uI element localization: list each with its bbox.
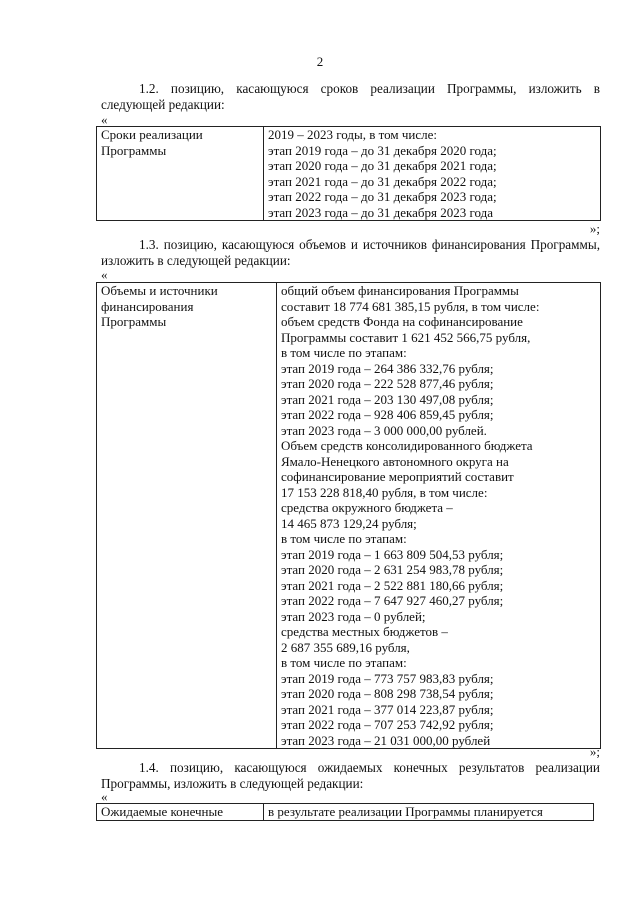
value-line: средства местных бюджетов –: [281, 624, 448, 639]
section-1-3-table: [96, 282, 601, 749]
section-1-3-close-quote: »;: [589, 744, 600, 759]
section-1-3-intro-text: 1.3. позицию, касающуюся объемов и источников финансирования Программы, изложить в следующей редакции:: [101, 237, 600, 268]
value-line: этап 2023 года – 0 рублей;: [281, 608, 426, 624]
value-line: этап 2023 года – 3 000 000,00 рублей.: [281, 422, 487, 438]
value-line: Объем средств консолидированного бюджета: [281, 438, 533, 453]
value-line: этап 2020 года – до 31 декабря 2021 года;: [268, 158, 497, 173]
value-line: этап 2020 года – 2 631 254 983,78 рубля;: [281, 562, 504, 577]
label-line: Программы: [101, 142, 167, 158]
value-line: этап 2019 года – 264 386 332,76 рубля;: [281, 360, 494, 376]
table-row: [97, 804, 594, 821]
value-line: этап 2022 года – до 31 декабря 2023 года;: [268, 189, 497, 204]
section-1-4-intro-text: 1.4. позицию, касающуюся ожидаемых конечных результатов реализации Программы, изложить в следующей редакции:: [101, 760, 600, 791]
section-1-4-value-cell: [264, 804, 594, 821]
label-line: Ожидаемые конечные: [101, 804, 224, 819]
section-1-2-label-cell: [97, 127, 264, 221]
section-1-3-intro: [101, 237, 600, 269]
value-line: средства окружного бюджета –: [281, 500, 453, 515]
section-1-2-open-quote: «: [101, 112, 108, 127]
section-1-4-label-cell: [97, 804, 264, 821]
value-line: Ямало-Ненецкого автономного округа на: [281, 453, 509, 469]
value-line: этап 2023 года – до 31 декабря 2023 года: [268, 204, 493, 220]
value-line: в том числе по этапам:: [281, 345, 407, 360]
section-1-3-value-cell: [277, 283, 601, 749]
value-line: в том числе по этапам:: [281, 531, 407, 546]
value-line: 14 465 873 129,24 рубля;: [281, 515, 417, 531]
value-line: этап 2023 года – 21 031 000,00 рублей: [281, 732, 491, 748]
value-line: 2 687 355 689,16 рубля,: [281, 639, 410, 655]
value-line: этап 2021 года – 203 130 497,08 рубля;: [281, 391, 494, 407]
value-line: в том числе по этапам:: [281, 655, 407, 670]
label-line: Объемы и источники: [101, 283, 218, 298]
value-line: составит 18 774 681 385,15 рубля, в том числе:: [281, 298, 540, 314]
value-line: в результате реализации Программы планируется: [268, 804, 543, 819]
table-row: [97, 283, 601, 749]
value-line: объем средств Фонда на софинансирование: [281, 314, 523, 329]
value-line: этап 2022 года – 928 406 859,45 рубля;: [281, 407, 494, 422]
page-number: 2: [316, 54, 324, 69]
section-1-3-label-cell: [97, 283, 277, 749]
section-1-4-open-quote: «: [101, 789, 108, 804]
value-line: этап 2019 года – 773 757 983,83 рубля;: [281, 670, 494, 686]
value-line: этап 2019 года – 1 663 809 504,53 рубля;: [281, 546, 504, 562]
section-1-2-intro-text: 1.2. позицию, касающуюся сроков реализации Программы, изложить в следующей редакции:: [101, 81, 600, 112]
table-row: [97, 127, 601, 221]
value-line: этап 2021 года – 2 522 881 180,66 рубля;: [281, 577, 504, 593]
value-line: общий объем финансирования Программы: [281, 283, 519, 298]
value-line: этап 2019 года – до 31 декабря 2020 года;: [268, 142, 497, 158]
section-1-4-intro: [101, 760, 600, 792]
section-1-2-intro: [101, 81, 600, 113]
section-1-3-open-quote: «: [101, 267, 108, 282]
label-line: финансирования: [101, 298, 194, 314]
value-line: этап 2022 года – 707 253 742,92 рубля;: [281, 717, 494, 732]
section-1-2-table: [96, 126, 601, 221]
label-line: Сроки реализации: [101, 127, 203, 142]
value-line: софинансирование мероприятий составит: [281, 469, 514, 484]
section-1-4-table: [96, 803, 594, 821]
section-1-2-value-cell: [264, 127, 601, 221]
value-line: 2019 – 2023 годы, в том числе:: [268, 127, 437, 142]
value-line: 17 153 228 818,40 рубля, в том числе:: [281, 484, 488, 500]
value-line: этап 2020 года – 808 298 738,54 рубля;: [281, 686, 494, 701]
label-line: Программы: [101, 314, 167, 329]
value-line: Программы составит 1 621 452 566,75 рубля,: [281, 329, 531, 345]
value-line: этап 2021 года – до 31 декабря 2022 года;: [268, 173, 497, 189]
value-line: этап 2020 года – 222 528 877,46 рубля;: [281, 376, 494, 391]
value-line: этап 2022 года – 7 647 927 460,27 рубля;: [281, 593, 504, 608]
value-line: этап 2021 года – 377 014 223,87 рубля;: [281, 701, 494, 717]
section-1-2-close-quote: »;: [589, 221, 600, 236]
